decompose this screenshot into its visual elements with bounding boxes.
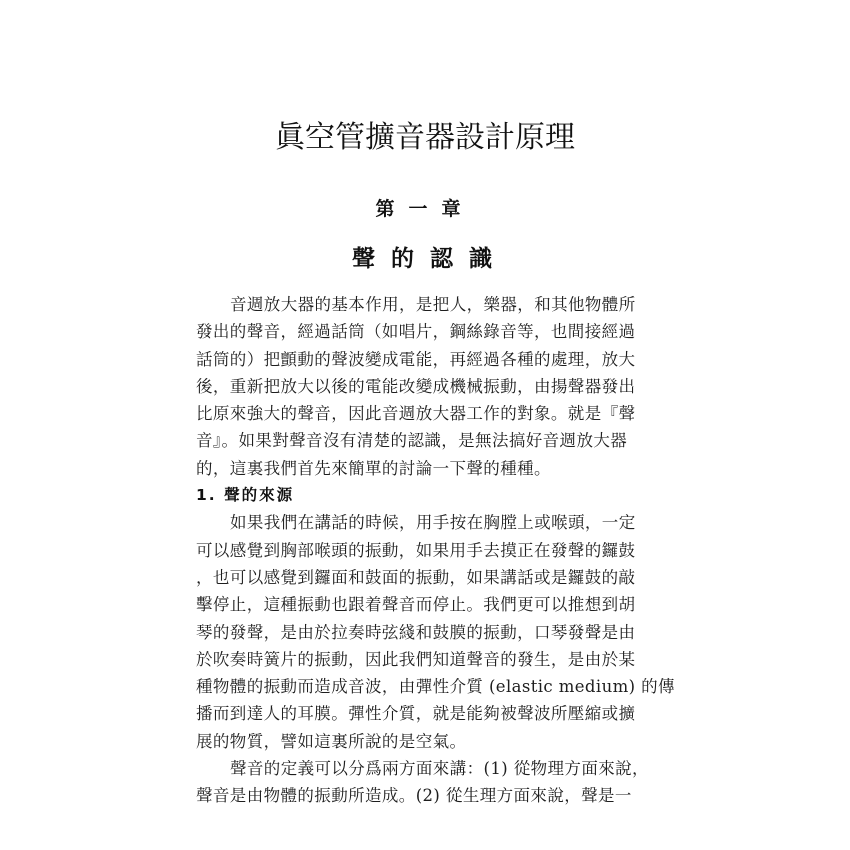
intro-paragraph xyxy=(196,291,666,482)
text-line: 後，重新把放大以後的電能改變成機械振動，由揚聲器發出 xyxy=(196,376,636,396)
text-line: 音週放大器的基本作用，是把人，樂器，和其他物體所 xyxy=(230,295,636,314)
text-line: 擊停止，這種振動也跟着聲音而停止。我們更可以推想到胡 xyxy=(196,595,636,615)
definition-paragraph xyxy=(196,755,666,810)
text-line: 如果我們在講話的時候，用手按在胸膛上或喉頭，一定 xyxy=(230,513,636,533)
text-line: 聲音是由物體的振動所造成。(2) 從生理方面來說，聲是一 xyxy=(196,786,632,806)
text-line: 聲音的定義可以分爲兩方面來講：(1) 從物理方面來說， xyxy=(230,759,649,779)
book-title: 眞空管擴音器設計原理 xyxy=(275,120,575,155)
text-line: 播而到達人的耳膜。彈性介質，就是能夠被聲波所壓縮或擴 xyxy=(196,704,636,724)
text-line: 於吹奏時簧片的振動，因此我們知道聲音的發生，是由於某 xyxy=(196,649,636,669)
chapter-title: 聲的認識 xyxy=(352,246,508,272)
chapter-label: 第一章 xyxy=(375,198,475,220)
text-line: 琴的發聲，是由於拉奏時弦綫和鼓膜的振動，口琴發聲是由 xyxy=(196,622,636,642)
text-line: 種物體的振動而造成音波，由彈性介質 (elastic medium) 的傳 xyxy=(196,677,675,697)
text-line: 發出的聲音，經過話筒（如唱片，鋼絲錄音等，也間接經過 xyxy=(196,322,636,342)
text-line: 話筒的）把顫動的聲波變成電能，再經過各種的處理，放大 xyxy=(196,349,636,369)
text-line: ，也可以感覺到鑼面和鼓面的振動，如果講話或是鑼鼓的敲 xyxy=(196,567,636,587)
body-text xyxy=(196,291,675,810)
text-line: 的，這裏我們首先來簡單的討論一下聲的種種。 xyxy=(196,458,551,478)
section-1-paragraph xyxy=(196,509,675,755)
text-line: 音』。如果對聲音沒有清楚的認識，是無法搞好音週放大器 xyxy=(196,431,628,451)
text-line: 可以感覺到胸部喉頭的振動，如果用手去摸正在發聲的鑼鼓 xyxy=(196,540,636,560)
text-line: 展的物質，譬如這裏所說的是空氣。 xyxy=(196,731,467,751)
section-heading: 1. 聲的來源 xyxy=(196,486,295,505)
text-line: 比原來強大的聲音，因此音週放大器工作的對象。就是『聲 xyxy=(196,404,636,424)
